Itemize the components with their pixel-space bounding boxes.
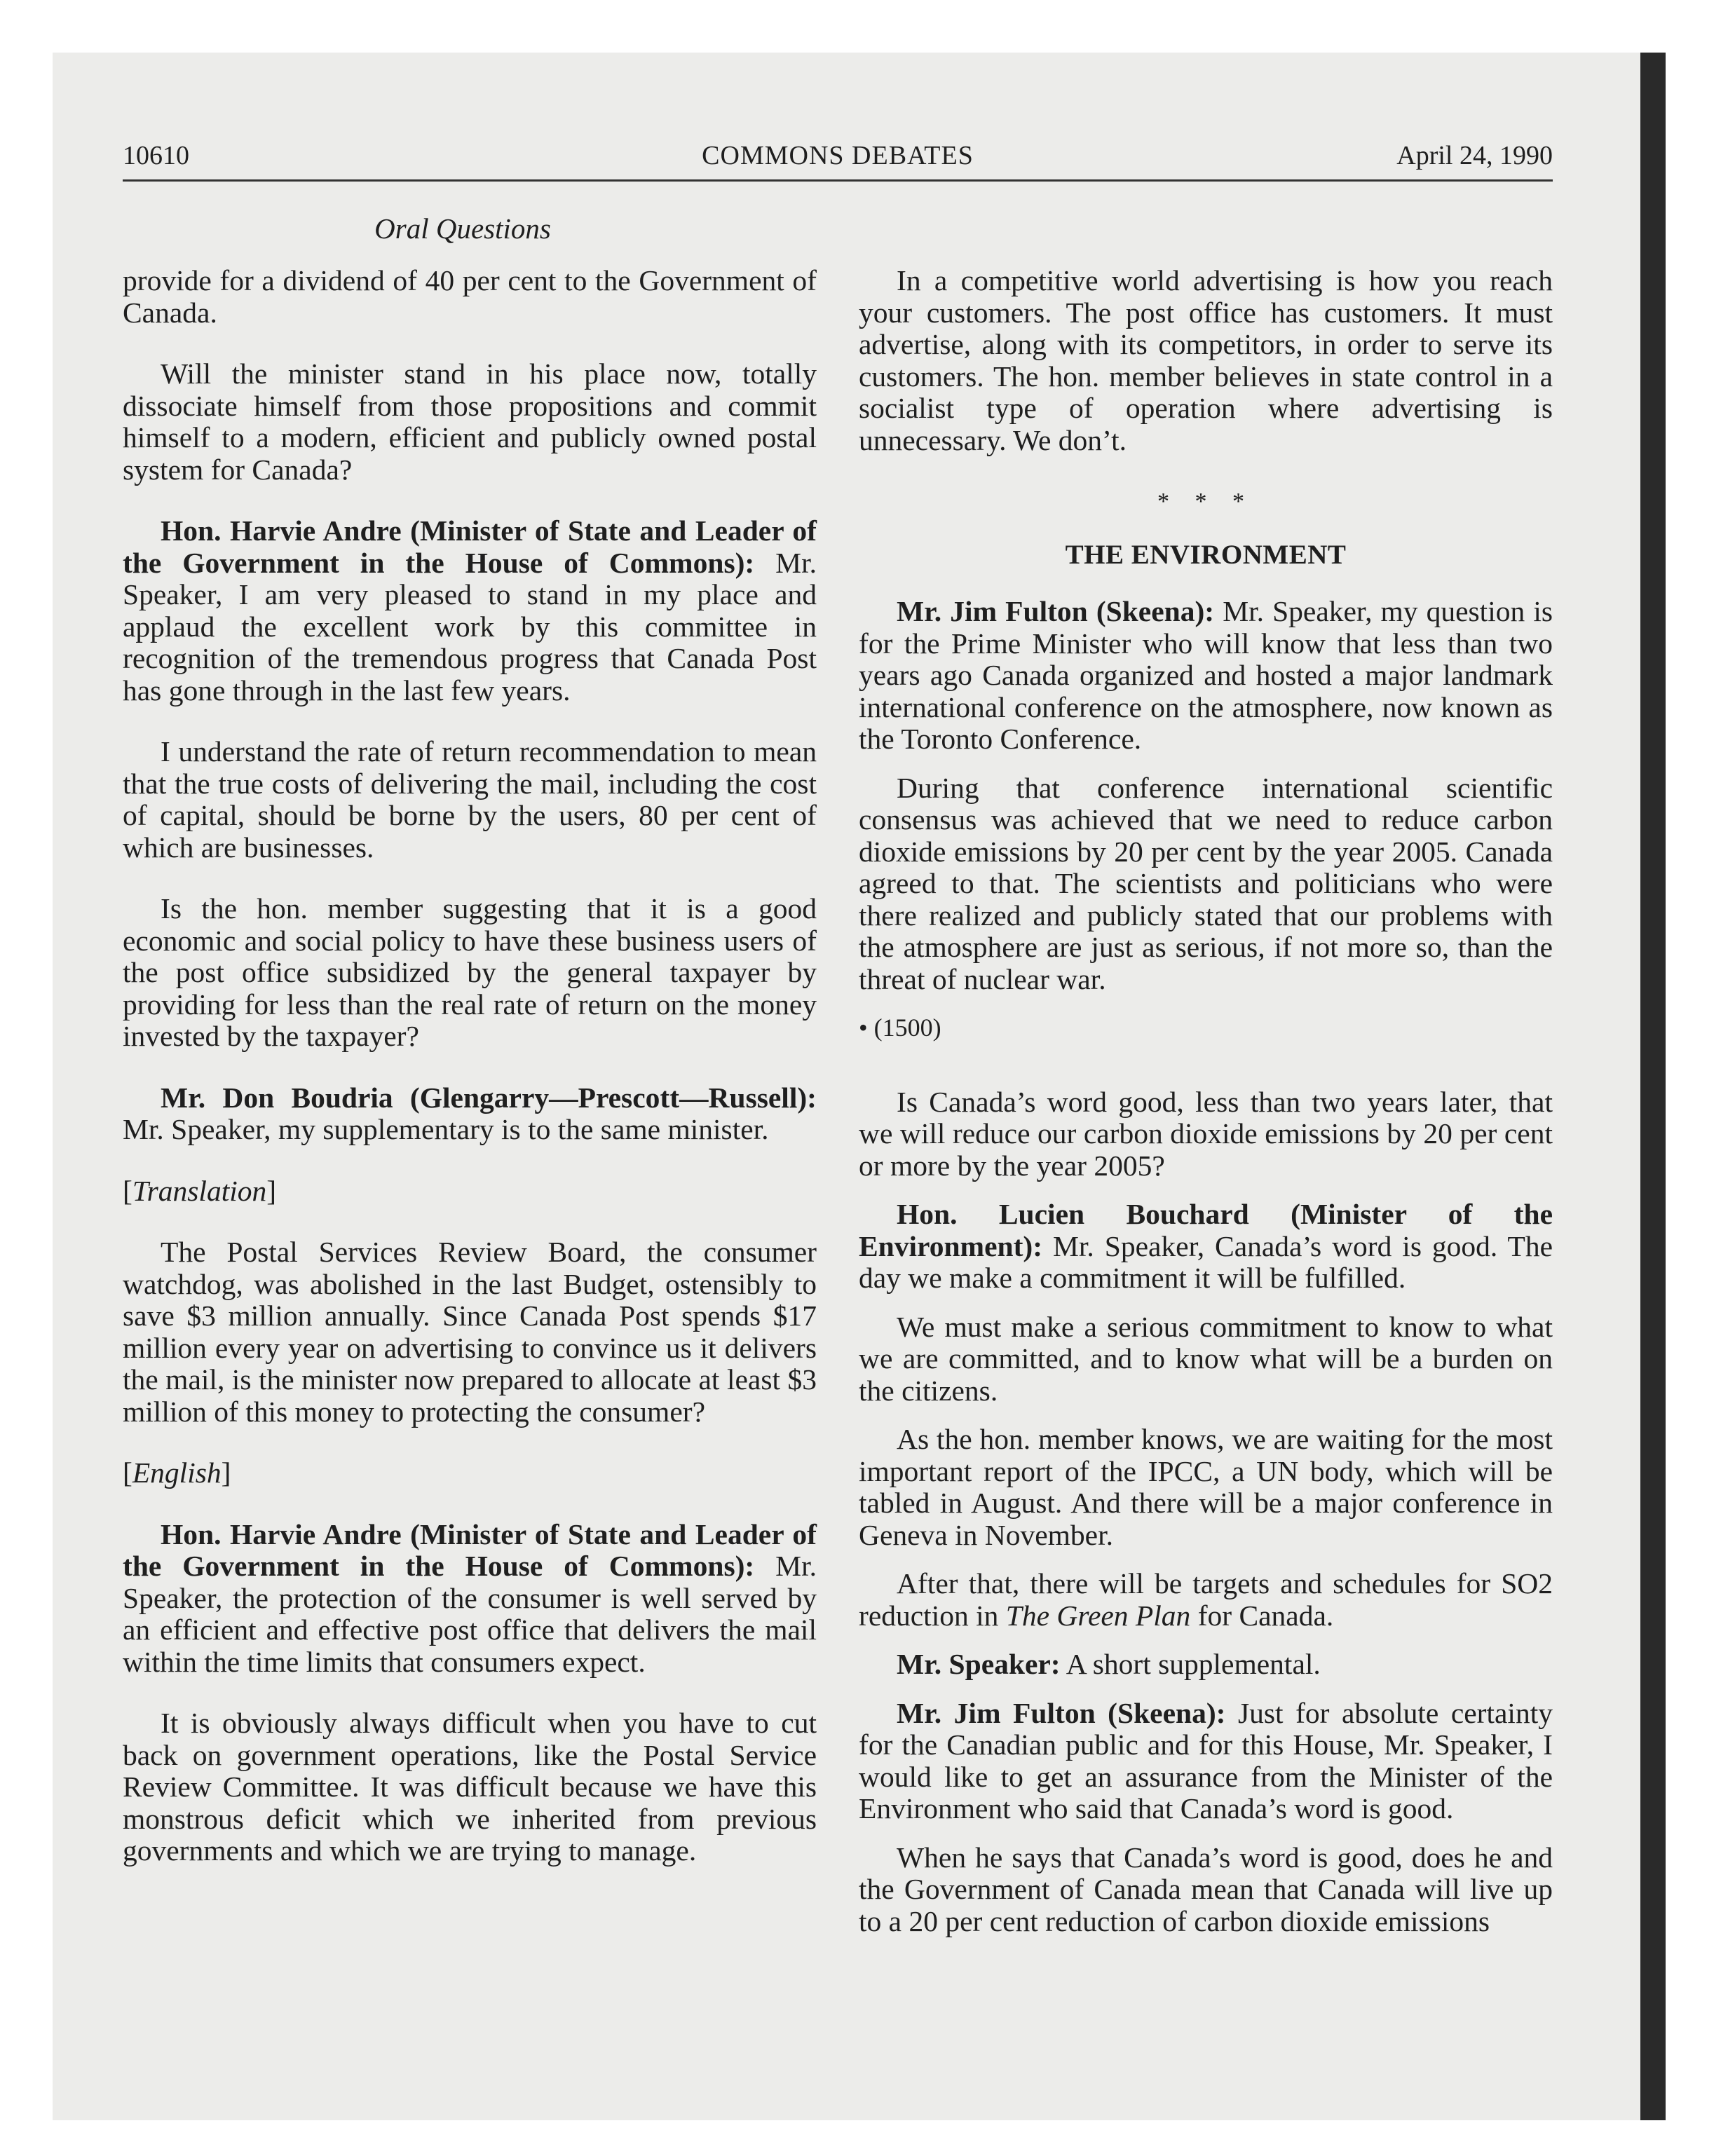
paragraph: When he says that Canada’s word is good, does he and the Government of Canada mean that Canada will live up to a 20 per cent reduction of carbon dioxide emissions [859, 1841, 1553, 1937]
speaker-name: Mr. Speaker: [897, 1648, 1061, 1680]
page-header [123, 140, 1553, 182]
publication-title: COMMONS DEBATES [702, 141, 974, 170]
speech-text: Mr. Speaker, my question is for the Prime Minister who will know that less than two years ago Canada organized and hosted a major landmark international conference on the atmosphere, now known as the Toronto Conference. [859, 595, 1553, 755]
paragraph: As the hon. member knows, we are waiting for the most important report of the IPCC, a UN body, which will be tabled in August. And there will be a major conference in Geneva in November. [859, 1423, 1553, 1551]
right-column [859, 265, 1553, 1954]
speaker-name: Mr. Don Boudria (Glengarry—Prescott—Russell): [161, 1081, 817, 1114]
speech [123, 515, 817, 707]
left-column [123, 265, 817, 1897]
publication-date: April 24, 1990 [1396, 141, 1553, 170]
paragraph: Is Canada’s word good, less than two years later, that we will reduce our carbon dioxide emissions by 20 per cent or more by the year 2005? [859, 1085, 1553, 1182]
document-title: The Green Plan [1005, 1599, 1191, 1632]
speech [859, 596, 1553, 756]
speech [123, 1519, 817, 1679]
speech [123, 1082, 817, 1146]
speech [859, 1199, 1553, 1295]
paragraph: Is the hon. member suggesting that it is a good economic and social policy to have these business users of the post office subsidized by the general taxpayer by providing for less than the real rate of return on the money invested by the taxpayer? [123, 892, 817, 1052]
speech-text: Mr. Speaker, my supplementary is to the same minister. [123, 1113, 769, 1145]
paragraph: In a competitive world advertising is how you reach your customers. The post office has customers. It must advertise, along with its competitors, in order to serve its customers. The hon. member believes in state control in a socialist type of operation where advertising is unnecessary. We don’t. [859, 264, 1553, 456]
timestamp-marker: • (1500) [859, 1014, 941, 1042]
paragraph: The Postal Services Review Board, the consumer watchdog, was abolished in the last Budget, ostensibly to save $3 million annually. Since Canada Post spends $17 million every year on advertising to convince us it delivers the mail, is the minister now prepared to allocate at least $3 million of this money to protecting the consumer? [123, 1236, 817, 1428]
section-heading: THE ENVIRONMENT [1065, 539, 1347, 570]
paragraph: provide for a dividend of 40 per cent to the Government of Canada. [123, 264, 817, 329]
speech-text: Just for absolute certainty for the Canadian public and for this House, Mr. Speaker, I would like to get an assurance from the Minister of the Environment who said that Canada’s word is good. [859, 1696, 1553, 1824]
paragraph: Will the minister stand in his place now, totally dissociate himself from those propositions and commit himself to a modern, efficient and publicly owned postal system for Canada? [123, 357, 817, 486]
scan-edge-shadow [1640, 53, 1666, 2120]
speech-text: Mr. Speaker, Canada’s word is good. The day we make a commitment it will be fulfilled. [859, 1229, 1553, 1294]
section-label: Oral Questions [374, 212, 551, 245]
paragraph: After that, there will be targets and schedules for SO2 reduction in The Green Plan for Canada. [859, 1567, 1553, 1632]
speaker-name: Hon. Lucien Bouchard (Minister of the Environment): [859, 1198, 1553, 1262]
speaker-name: Hon. Harvie Andre (Minister of State and Leader of the Government in the House of Commons): [123, 514, 817, 579]
speech-text: Mr. Speaker, I am very pleased to stand in my place and applaud the excellent work by this committee in recognition of the tremendous progress that Canada Post has gone through in the last few years. [123, 546, 817, 707]
paragraph: I understand the rate of return recommendation to mean that the true costs of delivering the mail, including the cost of capital, should be borne by the users, 80 per cent of which are businesses. [123, 735, 817, 864]
speech [859, 1649, 1553, 1681]
speaker-name: Hon. Harvie Andre (Minister of State and Leader of the Government in the House of Commons): [123, 1517, 817, 1582]
speech-text: A short supplemental. [1060, 1648, 1321, 1680]
speaker-name: Mr. Jim Fulton (Skeena): [897, 595, 1215, 627]
translation-tag: [Translation] [123, 1174, 277, 1207]
english-tag: [English] [123, 1456, 231, 1489]
page-number: 10610 [123, 141, 189, 170]
paragraph: It is obviously always difficult when you have to cut back on government operations, like the Postal Service Review Committee. It was difficult because we have this monstrous deficit which we inherited from previous governments and which we are trying to manage. [123, 1707, 817, 1867]
section-divider: * * * [1157, 489, 1254, 514]
speech-text: Mr. Speaker, the protection of the consumer is well served by an efficient and effective post office that delivers the mail within the time limits that consumers expect. [123, 1550, 817, 1678]
speech [859, 1698, 1553, 1825]
paragraph: We must make a serious commitment to know to what we are committed, and to know what will be a burden on the citizens. [859, 1310, 1553, 1407]
speaker-name: Mr. Jim Fulton (Skeena): [897, 1696, 1226, 1729]
paragraph: During that conference international scientific consensus was achieved that we need to reduce carbon dioxide emissions by 20 per cent by the year 2005. Canada agreed to that. The scientists and politicians who were there realized and publicly stated that our problems with the atmosphere are just as serious, if not more so, than the threat of nuclear war. [859, 771, 1553, 995]
